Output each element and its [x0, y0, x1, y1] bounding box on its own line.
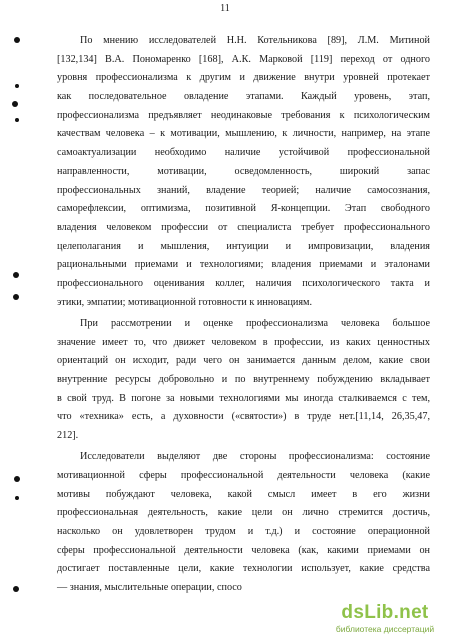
text-line: владения человеком профессии от специалиста требует профессионального [57, 221, 430, 233]
text-line: 212]. [57, 429, 79, 441]
watermark-caption: библиотека диссертаций [335, 624, 435, 634]
text-line: целеполагания и мышления, интуиции и импровизации, владения [57, 240, 430, 252]
binder-hole [12, 101, 18, 107]
binder-hole [15, 496, 19, 500]
text-line: По мнению исследователей Н.Н. Котельникова [89], Л.М. Митиной [80, 35, 430, 46]
text-line: самоактуализации необходимо наличие устойчивой профессиональной [57, 147, 430, 159]
text-line: профессионального оценивания коллег, наличия психологического такта и [57, 277, 430, 289]
text-line: При рассмотрении и оценке профессионализма человека большое [80, 317, 430, 329]
text-line: направленности, мотивации, осведомленность, широкий запас [57, 165, 430, 177]
paragraph [57, 315, 430, 446]
text-line: достигает поставленные цели, какие технологии использует, какие средства [57, 563, 430, 575]
binder-hole [13, 586, 19, 592]
text-line: сферы профессиональной деятельности человека (как, какими приемами он [57, 544, 430, 556]
paragraph [57, 448, 430, 598]
binder-hole [13, 272, 19, 278]
text-line: профессионализма предъявляет неодинаковые требования к психологическим [57, 109, 430, 121]
binder-hole [14, 37, 20, 43]
text-line: значение имеет то, что движет человеком в профессии, из каких ценностных [57, 336, 430, 348]
watermark-logo[interactable] [326, 600, 444, 636]
text-line: этики, эмпатии; мотивационной готовности к инновациям. [57, 296, 313, 308]
document-body [57, 32, 430, 598]
text-line: ориентаций он исходит, ради чего он занимается данным делом, какие свои [57, 355, 430, 367]
text-line: что «техника» есть, а духовности («святости») в труде нет.[11,14, 26,35,47, [57, 411, 430, 423]
text-line: в свой труд. В погоне за новыми технологиями мы иногда сталкиваемся с тем, [57, 392, 430, 404]
text-line: профессиональных знаний, владение теорией; наличие самосознания, [57, 184, 430, 196]
text-line: саморефлексии, оптимизма, позитивной Я-концепции. Этап свободного [57, 203, 430, 215]
text-line: внутренние ресурсы добровольно и по внутреннему побуждению вкладывает [57, 373, 430, 385]
text-line: как последовательное овладение этапами. Каждый уровень, этап, [57, 91, 430, 103]
text-line: — знания, мыслительные операции, спосо [57, 581, 242, 593]
binder-hole [13, 294, 19, 300]
text-line: качествам человека – к мотивации, мышлению, к личности, например, на этапе [57, 128, 430, 140]
text-line: уровня профессионализма к другим и движение внутри уровней протекает [57, 72, 430, 84]
text-line: профессиональная деятельность, какие цели он лично стремится достичь, [57, 507, 430, 519]
paragraph [57, 32, 430, 312]
text-line: [132,134] В.А. Пономаренко [168], А.К. Марковой [119] переход от одного [57, 53, 430, 65]
binder-hole [14, 476, 20, 482]
binder-hole [15, 118, 19, 122]
text-line: насколько он удовлетворен трудом и т.д.) и состояние операционной [57, 525, 430, 537]
text-line: рациональными приемами и технологиями; владения приемами и эталонами [57, 259, 430, 271]
binder-hole [15, 84, 19, 88]
text-line: мотивы побуждают человека, какой смысл имеет в его жизни [57, 488, 430, 500]
watermark-brand: dsLib.net [341, 602, 429, 623]
text-line: мотивационной сферы профессиональной деятельности человека (какие [57, 469, 430, 481]
text-line: Исследователи выделяют две стороны профессионализма: состояние [80, 451, 430, 463]
page-number: 11 [220, 3, 230, 14]
